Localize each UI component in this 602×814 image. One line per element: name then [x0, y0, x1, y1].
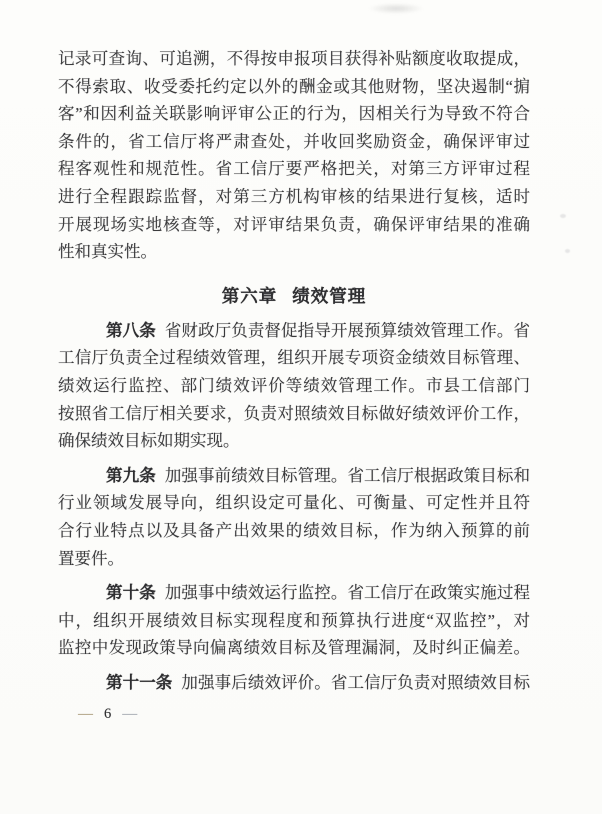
text-line: 工信厅负责全过程绩效管理，组织开展专项资金绩效目标管理、 — [58, 348, 530, 368]
article-11 — [58, 669, 530, 697]
article-10 — [58, 579, 530, 662]
text-line: 中，组织开展绩效目标实现程度和预算执行进度“双监控”，对 — [58, 610, 530, 630]
text-line: 绩效运行监控、部门绩效评价等绩效管理工作。市县工信部门 — [58, 375, 530, 395]
text-line: 确保绩效目标如期实现。 — [58, 431, 240, 451]
article-label: 第十一条 — [106, 672, 173, 692]
text-line: 程客观性和规范性。省工信厅要严格把关，对第三方评审过程 — [58, 159, 530, 179]
text-line: 合行业特点以及具备产出效果的绩效目标，作为纳入预算的前 — [58, 520, 530, 540]
page-number-value: 6 — [104, 706, 112, 722]
text-line: 进行全程跟踪监督，对第三方机构审核的结果进行复核，适时 — [58, 186, 530, 206]
article-9 — [58, 462, 530, 572]
text-line: 监控中发现政策导向偏离绩效目标及管理漏洞，及时纠正偏差。 — [58, 638, 530, 658]
chapter-number: 第六章 — [221, 285, 278, 306]
text-line: 开展现场实地核查等，对评审结果负责，确保评审结果的准确 — [58, 214, 530, 234]
article-label: 第八条 — [106, 320, 156, 340]
page-number-dash-right: — — [122, 706, 138, 722]
text-line: 性和真实性。 — [58, 242, 157, 262]
article-lead-text: 加强事前绩效目标管理。省工信厅根据政策目标和 — [164, 465, 530, 485]
text-line: 记录可查询、可追溯，不得按申报项目获得补贴额度收取提成， — [58, 49, 530, 68]
text-line: 置要件。 — [58, 548, 124, 568]
page-number-dash-left: — — [78, 706, 93, 722]
text-line — [58, 669, 530, 697]
article-8 — [58, 317, 530, 455]
text-line: 客”和因利益关联影响评审公正的行为，因相关行为导致不符合 — [58, 104, 530, 124]
scan-smudge — [368, 3, 424, 14]
article-lead-text: 省财政厅负责督促指导开展预算绩效管理工作。省 — [164, 320, 530, 340]
article-label: 第九条 — [106, 465, 156, 485]
article-lead-text: 加强事后绩效评价。省工信厅负责对照绩效目标 — [181, 672, 530, 692]
scan-speck — [560, 214, 566, 218]
page-number — [78, 702, 137, 726]
article-lead-text: 加强事中绩效运行监控。省工信厅在政策实施过程 — [164, 583, 530, 603]
text-line — [58, 579, 530, 607]
text-line: 行业领域发展导向，组织设定可量化、可衡量、可定性并且符 — [58, 493, 530, 513]
text-line: 不得索取、收受委托约定以外的酬金或其他财物，坚决遏制“掮 — [58, 76, 530, 96]
text-line — [58, 317, 530, 345]
chapter-heading — [58, 282, 530, 310]
text-line: 条件的，省工信厅将严肃查处，并收回奖励资金，确保评审过 — [58, 131, 530, 151]
article-label: 第十条 — [106, 583, 156, 603]
chapter-title: 绩效管理 — [292, 285, 367, 306]
paragraph-review-supervision — [58, 45, 530, 266]
scan-speck — [565, 249, 570, 253]
text-line — [58, 462, 530, 490]
text-line: 按照省工信厅相关要求，负责对照绩效目标做好绩效评价工作， — [58, 403, 530, 423]
text-block — [58, 45, 530, 696]
